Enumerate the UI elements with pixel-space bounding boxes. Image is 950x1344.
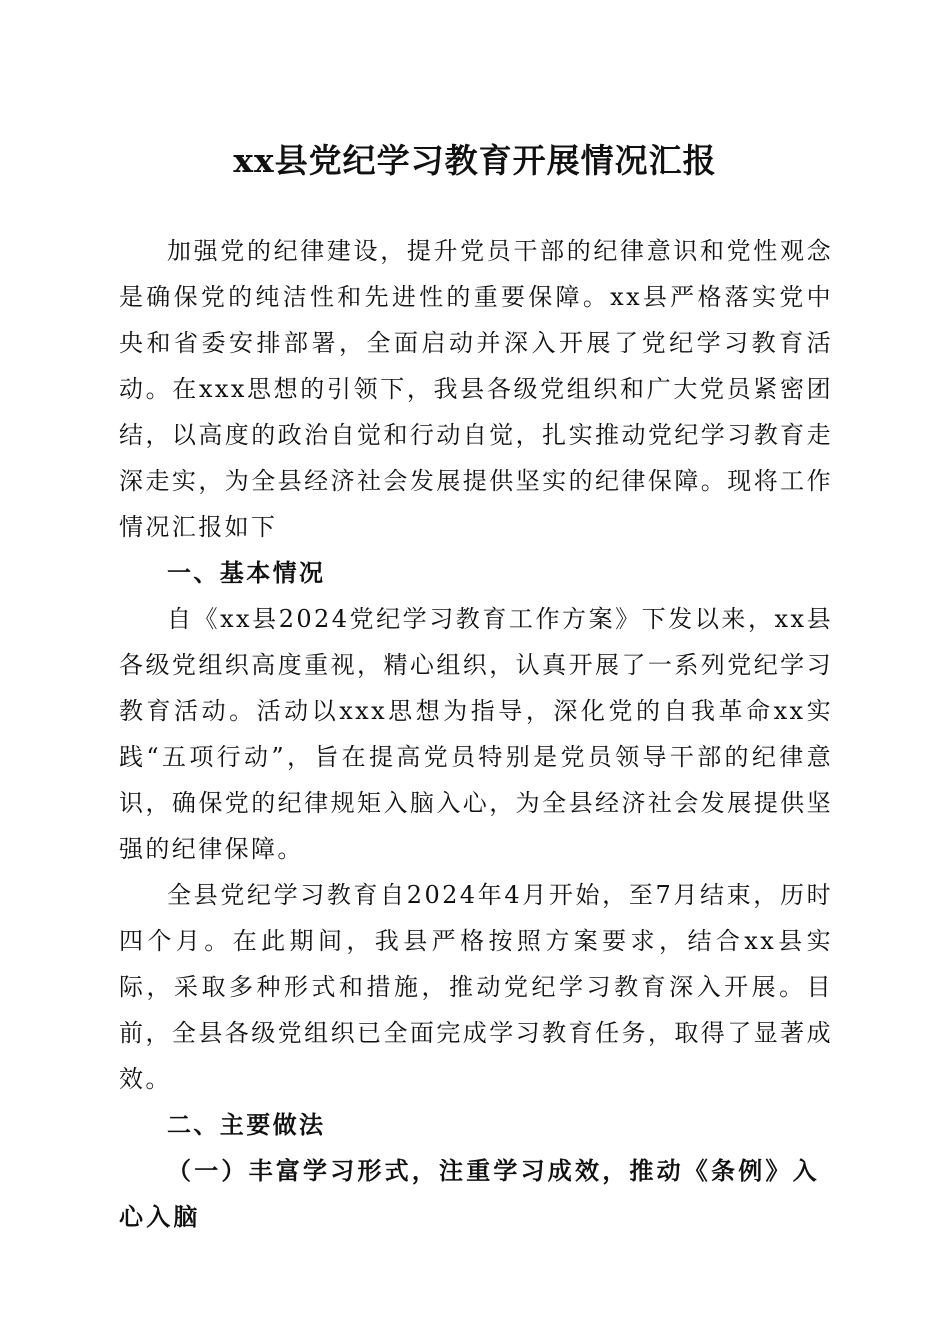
section-heading-basic-situation: 一、基本情况 — [167, 559, 326, 587]
section-heading-main-practices: 二、主要做法 — [167, 1111, 326, 1139]
section1-paragraph-2: 全县党纪学习教育自2024年4月开始，至7月结束，历时四个月。在此期间，我县严格按照方案要求，结合xx县实际，采取多种形式和措施，推动党纪学习教育深入开展。目前，全县各级党组织已全面完成学习教育任务，取得了显著成效。 — [119, 881, 833, 1093]
document-title: xx县党纪学习教育开展情况汇报 — [233, 141, 717, 180]
subsection-heading-1: （一）丰富学习形式，注重学习成效，推动《条例》入心入脑 — [119, 1156, 820, 1231]
intro-paragraph: 加强党的纪律建设，提升党员干部的纪律意识和党性观念是确保党的纯洁性和先进性的重要保障。xx县严格落实党中央和省委安排部署，全面启动并深入开展了党纪学习教育活动。在xxx思想的引领下，我县各级党组织和广大党员紧密团结，以高度的政治自觉和行动自觉，扎实推动党纪学习教育走深走实，为全县经济社会发展提供坚实的纪律保障。现将工作情况汇报如下 — [119, 237, 833, 541]
document-body — [119, 228, 833, 1240]
section1-paragraph-1: 自《xx县2024党纪学习教育工作方案》下发以来，xx县各级党组织高度重视，精心组织，认真开展了一系列党纪学习教育活动。活动以xxx思想为指导，深化党的自我革命xx实践“五项行动”，旨在提高党员特别是党员领导干部的纪律意识，确保党的纪律规矩入脑入心，为全县经济社会发展提供坚强的纪律保障。 — [119, 605, 833, 863]
